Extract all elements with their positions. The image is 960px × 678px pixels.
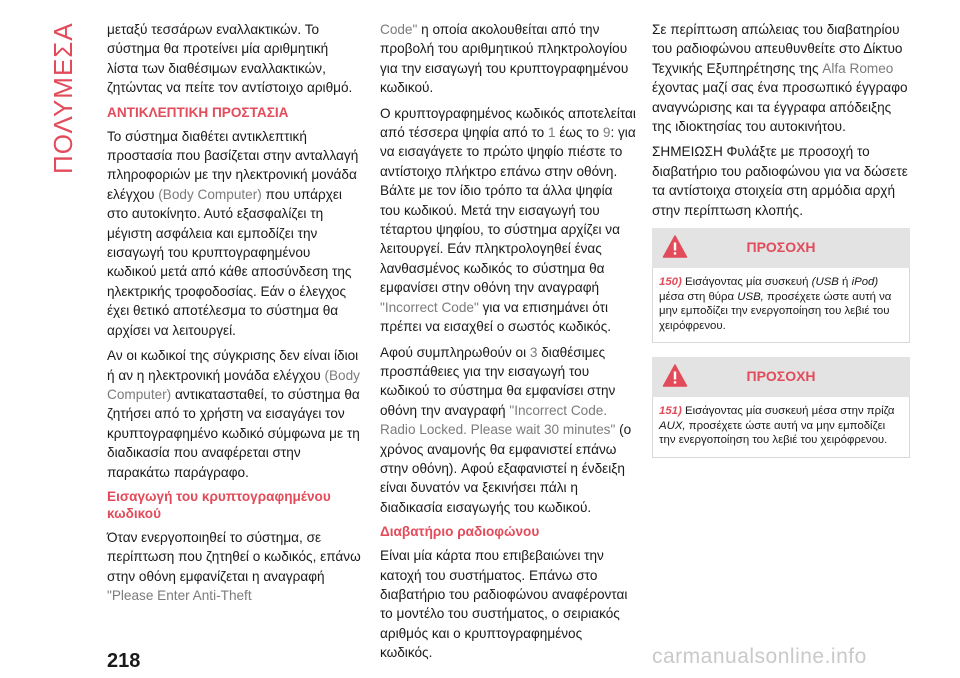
warning-header (652, 357, 910, 397)
text: έως το (555, 125, 603, 141)
text: Σε περίπτωση απώλειας του διαβατηρίου του ραδιοφώνου απευθυνθείτε στο Δίκτυο Τεχνικής Εξυπηρέτησης της (652, 22, 903, 76)
warning-triangle-icon (662, 363, 688, 389)
paragraph (107, 528, 363, 606)
term: (USB (811, 276, 839, 289)
digit: 9 (602, 125, 611, 141)
text: προσέχετε ώστε αυτή να μην εμποδίζει την ενεργοποίηση του λεβιέ του χειρόφρενου. (659, 419, 888, 447)
section-heading: ΑΝΤΙΚΛΕΠΤΙΚΗ ΠΡΟΣΤΑΣΙΑ (107, 104, 289, 120)
section-tab: ΠΟΛΥΜΕΣΑ (48, 22, 78, 174)
warning-title: ΠΡΟΣΟΧΗ (746, 368, 816, 385)
text: ή (838, 276, 852, 289)
warning-number: 150) (659, 276, 682, 289)
term: AUX, (659, 419, 686, 432)
paragraph: Είναι μία κάρτα που επιβεβαιώνει την κατοχή του συστήματος. Επάνω στο διαβατήριο του ραδιοφώνου αναφέρονται το μοντέλο του συστήματος, ο σειριακός αριθμός και ο κρυπτογραφημένος κωδικός. (380, 548, 628, 661)
paragraph: μεταξύ τεσσάρων εναλλακτικών. Το σύστημα θα προτείνει μία αριθμητική λίστα των διαθέσιμων εναλλακτικών, ζητώντας να πείτε τον αντίστοιχο αριθμό. (107, 22, 353, 96)
display-message: "Incorrect Code" (380, 299, 479, 315)
subsection-heading: Εισαγωγή του κρυπτογραφημένου κωδικού (107, 488, 331, 521)
text: (ο χρόνος αναμονής θα εμφανιστεί επάνω στην οθόνη). Αφού εξαφανιστεί η ένδειξη είναι δυνατόν να ξεκινήσει πάλι η διαδικασία εισαγωγής του κωδικού. (380, 422, 632, 515)
text: που υπάρχει στο αυτοκίνητο. Αυτό εξασφαλίζει τη μέγιστη ασφάλεια και εμποδίζει την εισαγωγή του κρυπτογραφημένου κωδικού μετά από κάθε αποσύνδεση της ηλεκτρικής τροφοδοσίας. Εάν ο έλεγχος έχει θετικό αποτέλεσμα το σύστημα θα αρχίσει να λειτουργεί. (107, 186, 352, 338)
text: Αφού συμπληρωθούν οι (380, 344, 530, 360)
text: η οποία ακολουθείται από την προβολή του αριθμητικού πληκτρολογίου για την εισαγωγή του κρυπτογραφημένου κωδικού. (380, 22, 629, 96)
text: : για να εισαγάγετε το πρώτο ψηφίο πιέστε το αντίστοιχο πλήκτρο επάνω στην οθόνη. Βάλτε με τον ίδιο τρόπο τα άλλα ψηφία του κωδικού. Μετά την εισαγωγή του τέταρτου ψηφίου, το σύστημα αρχίζει να λειτουργεί. Εάν πληκτρολογηθεί ένας λανθασμένος κωδικός το σύστημα θα εμφανίσει στην οθόνη την αναγραφή (380, 125, 636, 296)
text: αντικατασταθεί, το σύστημα θα ζητήσει από το χρήστη να εισαγάγει τον κρυπτογραφημένο κωδικό σύμφωνα με τη διαδικασία που αναφέρεται στην παρακάτω παράγραφο. (107, 386, 360, 480)
text: Το σύστημα διαθέτει αντικλεπτική προστασία που βασίζεται στην ανταλλαγή πληροφοριών με την ηλεκτρονική μονάδα ελέγχου (107, 128, 359, 202)
warning-title: ΠΡΟΣΟΧΗ (746, 239, 816, 256)
warning-number: 151) (659, 405, 682, 418)
term: iPod) (851, 276, 879, 289)
paragraph (380, 343, 636, 518)
text: Ο κρυπτογραφημένος κωδικός αποτελείται από τέσσερα ψηφία από το (380, 105, 636, 141)
digit: 1 (548, 125, 556, 141)
paragraph (380, 20, 636, 98)
warning-text (652, 397, 910, 458)
warning-header (652, 228, 910, 268)
paragraph (107, 127, 363, 340)
page-number: 218 (107, 650, 141, 672)
term-body-computer: (Body Computer) (107, 367, 360, 402)
warning-box (652, 357, 910, 458)
text: μέσα στη θύρα (659, 290, 738, 303)
brand-name: Alfa Romeo (822, 60, 894, 76)
term-body-computer: (Body Computer) (158, 186, 262, 202)
text: Αν οι κωδικοί της σύγκρισης δεν είναι ίδιοι ή αν η ηλεκτρονική μονάδα ελέγχου (107, 348, 359, 383)
digit: 3 (529, 344, 538, 360)
watermark: carmanualsonline.info (652, 645, 867, 668)
column-1 (107, 20, 363, 612)
text: Εισάγοντας μία συσκευή μέσα στην πρίζα (681, 405, 895, 418)
warning-triangle-icon (662, 234, 688, 260)
warning-box (652, 228, 910, 343)
column-3 (652, 20, 914, 472)
paragraph (380, 104, 636, 337)
text: Όταν ενεργοποιηθεί το σύστημα, σε περίπτωση που ζητηθεί ο κωδικός, επάνω στην οθόνη εμφανίζεται η αναγραφή (107, 529, 361, 584)
text: Εισάγοντας μία συσκευή (681, 276, 812, 289)
text: διαθέσιμες προσπάθειες για την εισαγωγή του κωδικού το σύστημα θα εμφανίσει στην οθόνη την αναγραφή (380, 344, 616, 418)
paragraph (107, 346, 363, 482)
display-message: Code" (380, 22, 418, 37)
term: USB, (737, 290, 764, 303)
note-paragraph: ΣΗΜΕΙΩΣΗ Φυλάξτε με προσοχή το διαβατήριο του ραδιοφώνου για να δώσετε τα αντίστοιχα στοιχεία στη αρμόδια αρχή στην περίπτωση κλοπής. (652, 144, 908, 218)
column-2 (380, 20, 636, 669)
text: έχοντας μαζί σας ένα προσωπικό έγγραφο αναγνώρισης και τα έγγραφα απόδειξης της ιδιοκτησίας του αυτοκινήτου. (652, 80, 908, 135)
warning-text (652, 268, 910, 343)
subsection-heading: Διαβατήριο ραδιοφώνου (380, 524, 540, 540)
display-message: "Please Enter Anti-Theft (107, 588, 252, 604)
display-message: "Incorrect Code. Radio Locked. Please wait 30 minutes" (380, 402, 616, 438)
text: για να επισημάνει ότι πρέπει να εισαχθεί ο σωστός κωδικός. (380, 299, 612, 335)
paragraph (652, 20, 914, 136)
text: προσέχετε ώστε αυτή να μην εμποδίζει την ενεργοποίηση του λεβιέ του χειρόφρενου. (659, 290, 892, 332)
